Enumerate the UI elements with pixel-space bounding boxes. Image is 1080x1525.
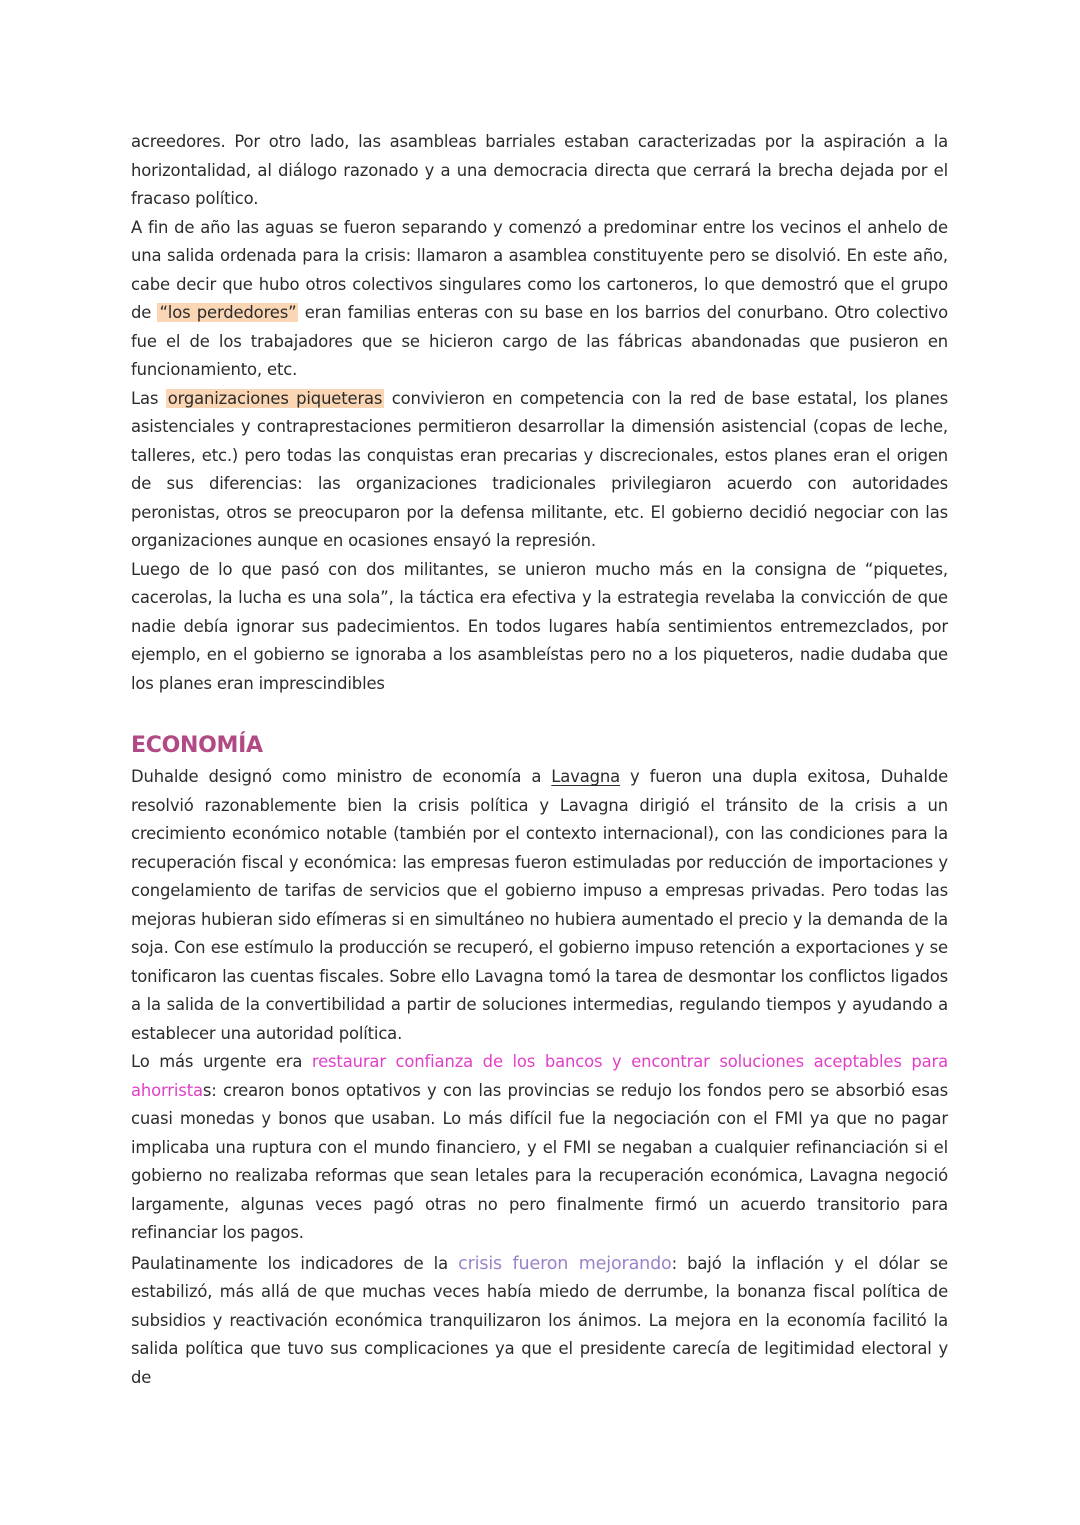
paragraph-text: A fin de año las aguas se fueron separando y comenzó a predominar entre los vecinos el anhelo de una salida ordenada para la crisis: llamaron a asamblea constituyente pero se disolvió. En este año, cabe decir que hubo otros colectivos singulares como los cartoneros, lo que demostró que el grupo de xyxy=(131,217,948,322)
paragraph-text: s: crearon bonos optativos y con las provincias se redujo los fondos pero se absorbió esas cuasi monedas y bonos que usaban. Lo más difícil fue la negociación con el FMI ya que no pagar implicaba una ruptura con el mundo financiero, y el FMI se negaban a cualquier refinanciación si el gobierno no realizaba reformas que sean letales para la recuperación económica, Lavagna negoció largamente, algunas veces pagó otras no pero finalmente firmó un acuerdo transitorio para refinanciar los pagos. xyxy=(131,1080,948,1242)
paragraph-text: Paulatinamente los indicadores de la xyxy=(131,1253,459,1273)
paragraph-text: Lo más urgente era xyxy=(131,1052,312,1071)
paragraph-piqueteras xyxy=(131,385,948,556)
section-heading-economia: ECONOMÍA xyxy=(131,733,263,758)
document-page xyxy=(131,128,948,1392)
lavagna-link[interactable]: Lavagna xyxy=(551,767,620,786)
pink-emphasis-text: restaurar confianza de los bancos y encontrar soluciones aceptables para ahorrista xyxy=(131,1052,948,1100)
paragraph-lavagna xyxy=(131,763,948,1048)
highlight-los-perdedores: “los perdedores” xyxy=(159,303,297,322)
paragraph-indicadores xyxy=(131,1250,948,1393)
paragraph-piquetes-cacerolas xyxy=(131,556,948,699)
paragraph-text: Las xyxy=(131,388,166,408)
paragraph-text: Duhalde designó como ministro de economía a xyxy=(131,767,552,786)
paragraph-text: convivieron en competencia con la red de base estatal, los planes asistenciales y contraprestaciones permitieron desarrollar la dimensión asistencial (copas de leche, talleres, etc.) pero todas las conquistas eran precarias y discrecionales, estos planes eran el origen de sus diferencias: las organizaciones tradicionales privilegiaron acuerdo con autoridades peronistas, otros se preocuparon por la defensa militante, etc. El gobierno decidió negociar con las organizaciones aunque en ocasiones ensayó la represión. xyxy=(131,388,949,550)
paragraph-text: acreedores. Por otro lado, las asambleas barriales estaban caracterizadas por la aspiración a la horizontalidad, al diálogo razonado y a una democracia directa que cerrará la brecha dejada por el fracaso político. xyxy=(131,132,948,208)
paragraph-text: : bajó la inflación y el dólar se estabilizó, más allá de que muchas veces había miedo de derrumbe, la bonanza fiscal política de subsidios y reactivación económica tranquilizaron los ánimos. La mejora en la economía facilitó la salida política que tuvo sus complicaciones ya que el presidente carecía de legitimidad electoral y de xyxy=(131,1253,948,1387)
paragraph-asambleas xyxy=(131,128,948,214)
highlight-organizaciones-piqueteras: organizaciones piqueteras xyxy=(167,388,383,408)
paragraph-colectivos xyxy=(131,214,948,385)
paragraph-bancos xyxy=(131,1048,948,1248)
paragraph-text: Luego de lo que pasó con dos militantes, se unieron mucho más en la consigna de “piquetes, cacerolas, la lucha es una sola”, la táctica era efectiva y la estrategia revelaba la convicción de que nadie debía ignorar sus padecimientos. En todos lugares había sentimientos entremezclados, por ejemplo, en el gobierno se ignoraba a los asambleístas pero no a los piqueteros, nadie dudaba que los planes eran imprescindibles xyxy=(131,559,948,693)
paragraph-text: y fueron una dupla exitosa, Duhalde resolvió razonablemente bien la crisis política y Lavagna dirigió el tránsito de la crisis a un crecimiento económico notable (también por el contexto internacional), con las condiciones para la recuperación fiscal y económica: las empresas fueron estimuladas por reducción de importaciones y congelamiento de tarifas de servicios que el gobierno impuso a empresas privadas. Pero todas las mejoras hubieran sido efímeras si en simultáneo no hubiera aumentado el precio y la demanda de la soja. Con ese estímulo la producción se recuperó, el gobierno impuso retención a exportaciones y se tonificaron las cuentas fiscales. Sobre ello Lavagna tomó la tarea de desmontar los conflictos ligados a la salida de la convertibilidad a partir de soluciones intermedias, regulando tiempos y ayudando a establecer una autoridad política. xyxy=(131,767,949,1043)
violet-emphasis-text: crisis fueron mejorando xyxy=(458,1253,672,1274)
paragraph-text: eran familias enteras con su base en los barrios del conurbano. Otro colectivo fue el de los trabajadores que se hicieron cargo de las fábricas abandonadas que pusieron en funcionamiento, etc. xyxy=(131,303,949,379)
